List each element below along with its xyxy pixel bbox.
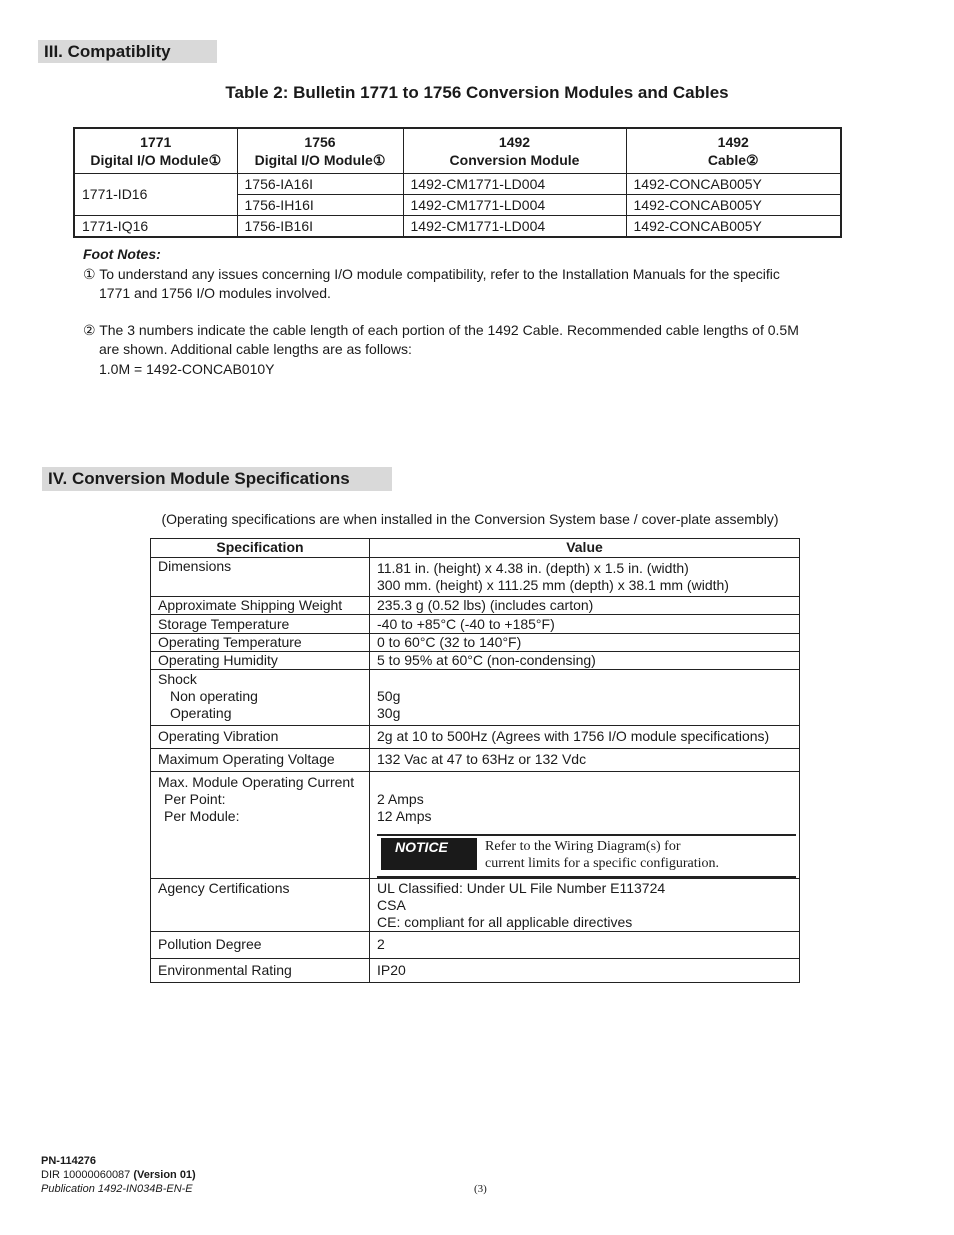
spec-value: UL Classified: Under UL File Number E113724 CSA CE: compliant for all applicable directives <box>370 879 800 932</box>
header-1756: 1756 Digital I/O Module① <box>237 128 403 174</box>
cell-1771-module: 1771-ID16 <box>74 174 237 216</box>
spec-row-agency-certifications <box>151 879 800 932</box>
table-2-title: Table 2: Bulletin 1771 to 1756 Conversion Modules and Cables <box>225 83 729 102</box>
header-1771: 1771 Digital I/O Module① <box>74 128 237 174</box>
spec-label: Operating Humidity <box>151 652 370 670</box>
header-specification: Specification <box>151 539 370 558</box>
specifications-table <box>150 538 800 983</box>
spec-label: Operating Vibration <box>151 726 370 749</box>
section-4-heading: IV. Conversion Module Specifications <box>42 467 392 491</box>
header-value: Value <box>370 539 800 558</box>
spec-label: Shock Non operating Operating <box>151 670 370 726</box>
compatibility-table <box>73 127 842 238</box>
spec-row-max-current <box>151 772 800 879</box>
cell-cable: 1492-CONCAB005Y <box>626 216 841 238</box>
spec-row-shock <box>151 670 800 726</box>
spec-label: Approximate Shipping Weight <box>151 597 370 615</box>
spec-label: Storage Temperature <box>151 615 370 634</box>
footnote-2: ② The 3 numbers indicate the cable length of each portion of the 1492 Cable. Recommended cable lengths of 0.5M are shown. Additional cable lengths are as follows: 1.0M = 1492-CONCAB010Y <box>83 321 799 377</box>
spec-row-operating-temperature <box>151 634 800 652</box>
table-header-row <box>74 128 841 174</box>
spec-row-vibration <box>151 726 800 749</box>
spec-value: 0 to 60°C (32 to 140°F) <box>370 634 800 652</box>
specifications-note: (Operating specifications are when installed in the Conversion System base / cover-plate assembly) <box>161 511 779 527</box>
header-conversion-module: 1492 Conversion Module <box>403 128 626 174</box>
spec-value: 2 <box>370 932 800 959</box>
spec-row-environmental-rating <box>151 959 800 983</box>
spec-label: Max. Module Operating Current Per Point: Per Module: <box>151 772 370 879</box>
spec-label: Operating Temperature <box>151 634 370 652</box>
spec-row-pollution-degree <box>151 932 800 959</box>
footer-dir: DIR 10000060087 (Version 01) <box>41 1169 196 1181</box>
notice-text: Refer to the Wiring Diagram(s) for current limits for a specific configuration. <box>485 839 720 871</box>
spec-row-humidity <box>151 652 800 670</box>
cell-1756-module: 1756-IH16I <box>237 195 403 216</box>
footnotes-title: Foot Notes: <box>83 246 161 262</box>
footer-part-number: PN-114276 <box>41 1155 97 1167</box>
footnotes <box>83 245 903 379</box>
spec-label: Agency Certifications <box>151 879 370 932</box>
cell-conversion-module: 1492-CM1771-LD004 <box>403 195 626 216</box>
spec-value: 11.81 in. (height) x 4.38 in. (depth) x 1.5 in. (width) 300 mm. (height) x 111.25 mm (depth) x 38.1 mm (width) <box>370 558 800 597</box>
footer-publication: Publication 1492-IN034B-EN-E <box>41 1183 193 1195</box>
spec-row-shipping-weight <box>151 597 800 615</box>
spec-value: 2 Amps 12 Amps NOTICE Refer to the Wiring Diagram(s) for current limits for a specific configuration. <box>370 772 800 879</box>
footnote-1: ① To understand any issues concerning I/O module compatibility, refer to the Installation Manuals for the specific 1771 and 1756 I/O modules involved. <box>83 265 780 301</box>
spec-row-storage-temperature <box>151 615 800 634</box>
cell-1756-module: 1756-IB16I <box>237 216 403 238</box>
spec-value: 50g 30g <box>370 670 800 726</box>
spec-value: 2g at 10 to 500Hz (Agrees with 1756 I/O module specifications) <box>370 726 800 749</box>
spec-label: Maximum Operating Voltage <box>151 749 370 772</box>
notice-box <box>377 834 796 878</box>
spec-row-dimensions <box>151 558 800 597</box>
spec-label: Pollution Degree <box>151 932 370 959</box>
cell-conversion-module: 1492-CM1771-LD004 <box>403 216 626 238</box>
cell-cable: 1492-CONCAB005Y <box>626 174 841 195</box>
spec-value: 132 Vac at 47 to 63Hz or 132 Vdc <box>370 749 800 772</box>
spec-label: Dimensions <box>151 558 370 597</box>
header-cable: 1492 Cable② <box>626 128 841 174</box>
notice-badge: NOTICE <box>381 838 477 870</box>
spec-label: Environmental Rating <box>151 959 370 983</box>
spec-value: -40 to +85°C (-40 to +185°F) <box>370 615 800 634</box>
spec-value: 5 to 95% at 60°C (non-condensing) <box>370 652 800 670</box>
spec-row-max-voltage <box>151 749 800 772</box>
cell-1771-module: 1771-IQ16 <box>74 216 237 238</box>
table-row <box>74 216 841 238</box>
spec-value: IP20 <box>370 959 800 983</box>
spec-header-row <box>151 539 800 558</box>
cell-cable: 1492-CONCAB005Y <box>626 195 841 216</box>
table-row <box>74 174 841 195</box>
spec-value: 235.3 g (0.52 lbs) (includes carton) <box>370 597 800 615</box>
page-number: (3) <box>474 1183 487 1195</box>
section-3-heading: III. Compatiblity <box>38 40 217 63</box>
cell-conversion-module: 1492-CM1771-LD004 <box>403 174 626 195</box>
cell-1756-module: 1756-IA16I <box>237 174 403 195</box>
